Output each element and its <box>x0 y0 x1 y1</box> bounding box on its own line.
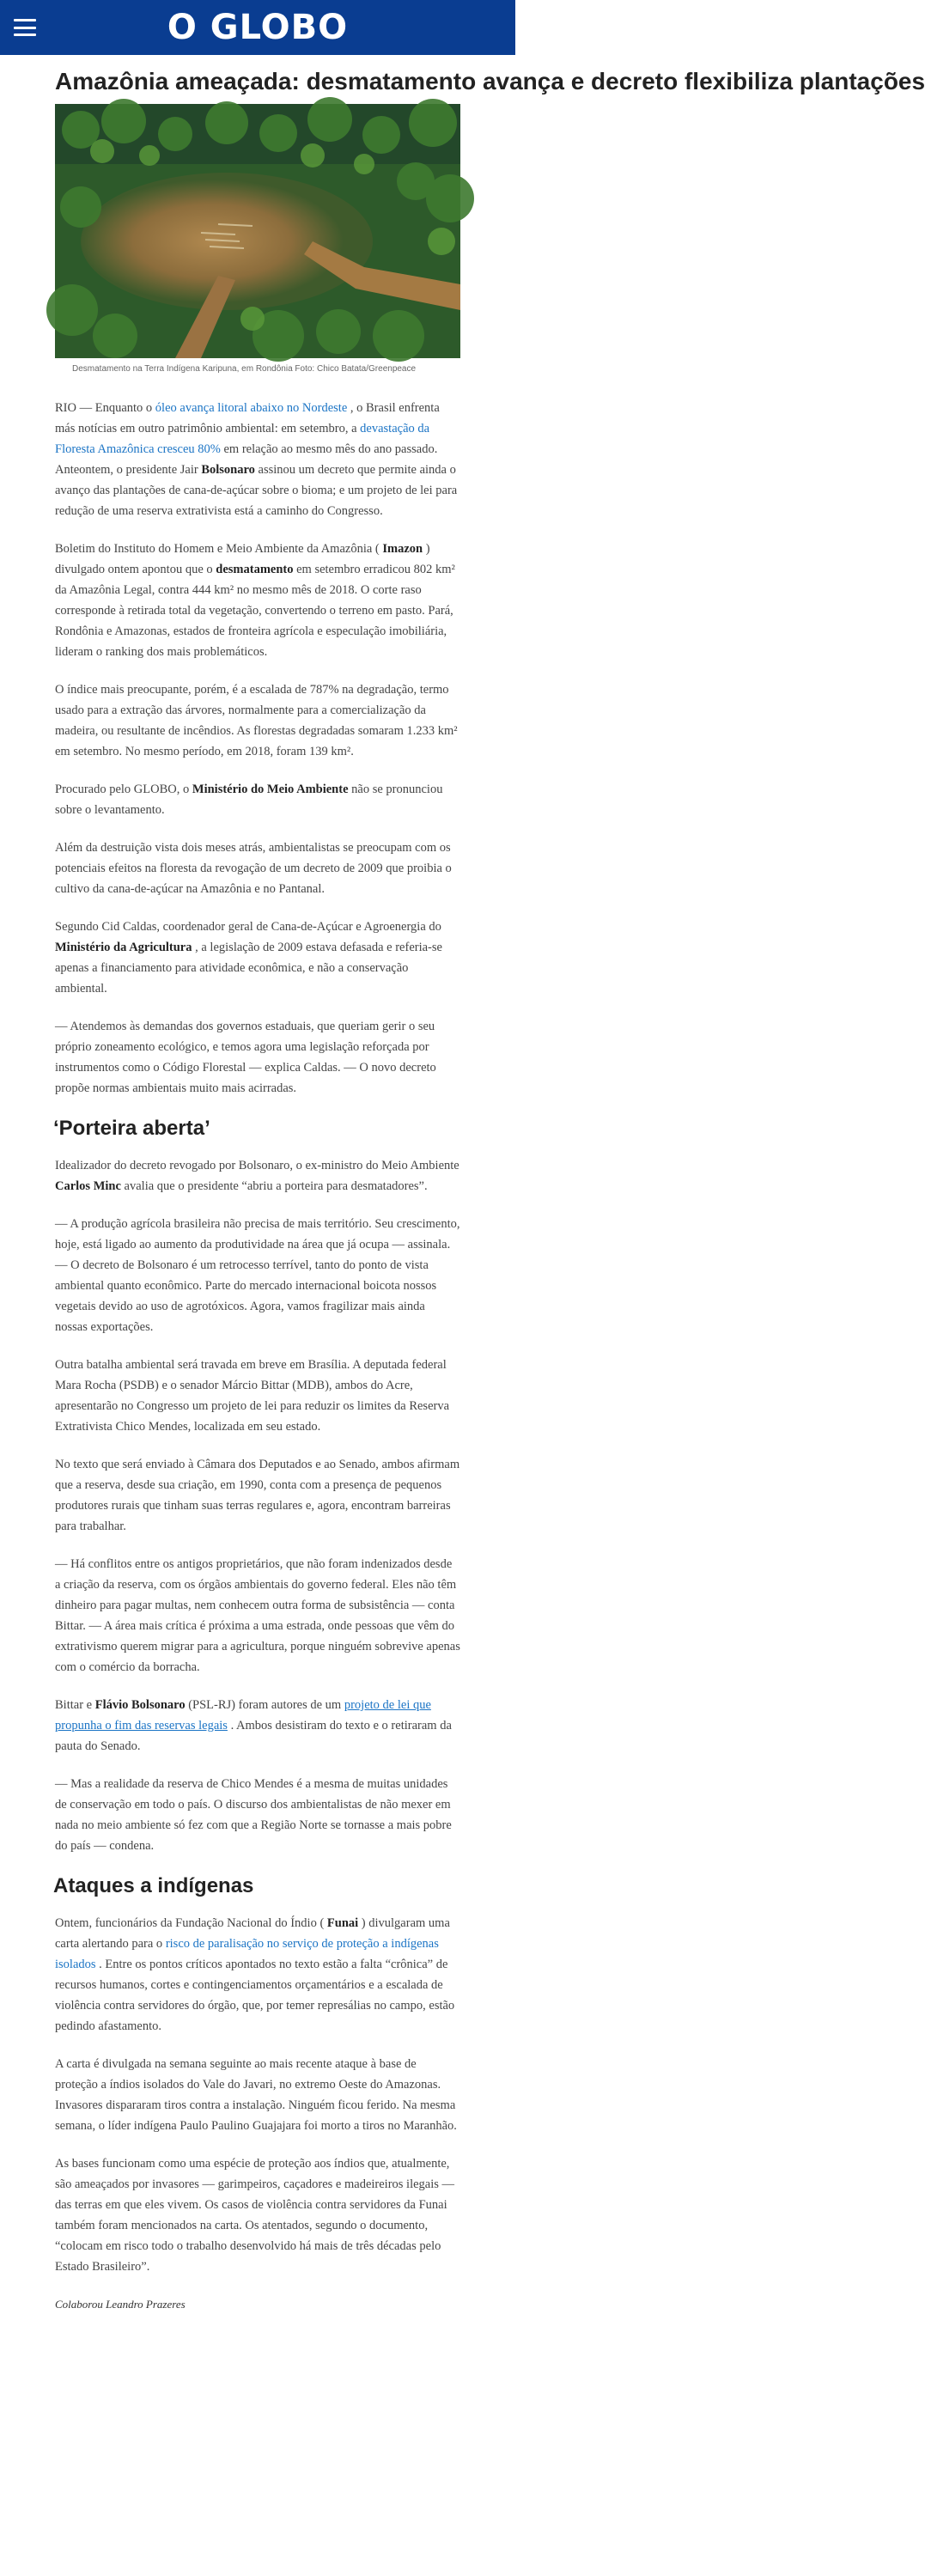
paragraph: — A produção agrícola brasileira não precisa de mais território. Seu crescimento, hoje, está ligado ao aumento da produtividade na área que já ocupa — assinala. — O decreto de Bolsonaro é um retrocesso terrível, tanto do ponto de vista ambiental quanto econômico. Parte do mercado internacional boicota nossos vegetais devido ao uso de agrotóxicos. Agora, vamos fragilizar mais ainda nossas exportações. <box>55 1217 460 1334</box>
text: . Entre os pontos críticos apontados no texto estão a falta “crônica” de recursos humanos, cortes e contingenciamentos orçamentários e a escalada de violência contra servidores do órgão, que, por temer represálias no campo, estão pedindo afastamento. <box>55 1958 455 2033</box>
paragraph: A carta é divulgada na semana seguinte ao mais recente ataque à base de proteção a índios isolados do Vale do Javari, no extremo Oeste do Amazonas. Invasores dispararam tiros contra a instalação. Ninguém ficou ferido. Na mesma semana, o líder indígena Paulo Paulino Guajajara foi morto a tiros no Maranhão. <box>55 2057 457 2133</box>
paragraph: As bases funcionam como uma espécie de proteção aos índios que, atualmente, são ameaçados por invasores — garimpeiros, caçadores e madeireiros ilegais — das terras em que eles vivem. Os casos de violência contra servidores da Funai também foram mencionados na carta. Os atentados, segundo o documento, “colocam em risco todo o trabalho desenvolvido há mais de três décadas pelo Estado Brasileiro”. <box>55 2157 455 2274</box>
text: assinou um decreto que permite ainda o avanço das plantações de cana-de-açúcar sobre o bioma; e um projeto de lei para redução de uma reserva extrativista está a caminho do Congresso. <box>55 463 458 518</box>
paragraph: Além da destruição vista dois meses atrás, ambientalistas se preocupam com os potenciais efeitos na floresta da revogação de um decreto de 2009 que proibia o cultivo da cana-de-açúcar na Amazônia e no Pantanal. <box>55 841 452 896</box>
paragraph <box>55 779 460 820</box>
site-logo[interactable]: O GLOBO <box>167 8 349 47</box>
text: em relação ao mesmo mês do ano passado. Anteontem, o presidente Jair <box>55 442 438 477</box>
tag-desmatamento: desmatamento <box>216 563 294 576</box>
paragraph: Outra batalha ambiental será travada em breve em Brasília. A deputada federal Mara Rocha (PSDB) e o senador Márcio Bittar (MDB), ambos do Acre, apresentarão no Congresso um projeto de lei para reduzir os limites da Reserva Extrativista Chico Mendes, localizada em seu estado. <box>55 1358 450 1434</box>
paragraph: No texto que será enviado à Câmara dos Deputados e ao Senado, ambos afirmam que a reserva, desde sua criação, em 1990, conta com a presença de pequenos produtores rurais que tinham suas terras regulares e, agora, encontram barreiras para trabalhar. <box>55 1458 460 1533</box>
article-body <box>0 374 460 2315</box>
text: Idealizador do decreto revogado por Bolsonaro, o ex-ministro do Meio Ambiente <box>55 1159 459 1172</box>
tag-funai: Funai <box>326 1916 359 1930</box>
text: avalia que o presidente “abriu a porteira para desmatadores”. <box>120 1179 428 1193</box>
tag-ministerio-agricultura: Ministério da Agricultura <box>55 941 192 954</box>
text: , o Brasil enfrenta más notícias em outro patrimônio ambiental: em setembro, a <box>55 401 440 435</box>
text: ) divulgaram uma carta alertando para o <box>55 1916 450 1951</box>
text: Ontem, funcionários da Fundação Nacional do Índio ( <box>55 1916 327 1930</box>
tag-carlos-minc: Carlos Minc <box>55 1179 121 1193</box>
link-oleo-nordeste[interactable]: óleo avança litoral abaixo no Nordeste <box>155 401 348 415</box>
tag-ministerio-meio-ambiente: Ministério do Meio Ambiente <box>192 783 349 796</box>
hamburger-line <box>14 27 36 29</box>
text: em setembro erradicou 802 km² da Amazônia Legal, contra 444 km² no mesmo mês de 2018. O corte raso corresponde à retirada total da vegetação, convertendo o terreno em pasto. Pará, Rondônia e Amazonas, estados de fronteira agrícola e especulação imobiliária, lideram o ranking dos mais problemáticos. <box>55 563 455 659</box>
link-projeto-de-lei[interactable]: projeto de lei que propunha o fim das reservas legais <box>55 1698 431 1733</box>
text: , a legislação de 2009 estava defasada e referia-se apenas a financiamento para atividade econômica, e não a conservação ambiental. <box>55 941 442 996</box>
paragraph <box>55 1155 460 1197</box>
hamburger-line <box>14 33 36 36</box>
hamburger-line <box>14 19 36 21</box>
paragraph <box>55 398 460 521</box>
paragraph <box>55 1695 460 1757</box>
article-headline: Amazônia ameaçada: desmatamento avança e decreto flexibiliza plantações <box>55 68 925 94</box>
text: não se pronunciou sobre o levantamento. <box>55 783 443 817</box>
hamburger-icon[interactable] <box>14 19 36 36</box>
article-photo <box>55 104 460 358</box>
paragraph: — Atendemos às demandas dos governos estaduais, que queriam gerir o seu próprio zoneamento ecológico, e temos agora uma legislação reforçada por instrumentos como o Código Florestal — explica Caldas. — O novo decreto propõe normas ambientais muito mais acirradas. <box>55 1020 436 1095</box>
tag-bolsonaro: Bolsonaro <box>201 463 255 477</box>
text: Bittar e <box>55 1698 95 1712</box>
text: (PSL-RJ) foram autores de um <box>185 1698 344 1712</box>
paragraph: O índice mais preocupante, porém, é a escalada de 787% na degradação, termo usado para a extração das árvores, normalmente para a comercialização da madeira, ou resultante de incêndios. As florestas degradadas somaram 1.233 km² em setembro. No mesmo período, em 2018, foram 139 km². <box>55 683 458 758</box>
paragraph <box>55 917 460 999</box>
link-risco-paralisacao[interactable]: risco de paralisação no serviço de proteção a indígenas isolados <box>55 1937 439 1971</box>
text: Segundo Cid Caldas, coordenador geral de Cana-de-Açúcar e Agroenergia do <box>55 920 441 934</box>
top-bar <box>0 0 515 55</box>
tag-flavio-bolsonaro: Flávio Bolsonaro <box>94 1698 186 1712</box>
tag-imazon: Imazon <box>382 542 423 556</box>
section-heading-porteira: ‘Porteira aberta’ <box>53 1117 210 1140</box>
section-heading-ataques: Ataques a indígenas <box>53 1874 254 1897</box>
text: Boletim do Instituto do Homem e Meio Ambiente da Amazônia ( <box>55 542 383 556</box>
photo-caption: Desmatamento na Terra Indígena Karipuna, em Rondônia Foto: Chico Batata/Greenpeace <box>72 364 417 374</box>
article-credit: Colaborou Leandro Prazeres <box>55 2298 186 2311</box>
text: Procurado pelo GLOBO, o <box>55 783 192 796</box>
paragraph <box>55 1913 460 2037</box>
paragraph <box>55 539 460 662</box>
paragraph: — Há conflitos entre os antigos proprietários, que não foram indenizados desde a criação da reserva, com os órgãos ambientais do governo federal. Eles não têm dinheiro para pagar multas, nem conhecem outra forma de subsistência — conta Bittar. — A área mais crítica é próxima a uma estrada, onde pessoas que vêm do extrativismo querem migrar para a agricultura, porque ninguém sobrevive apenas com o comércio da borracha. <box>55 1557 460 1674</box>
link-devastacao-floresta[interactable]: devastação da Floresta Amazônica cresceu 80% <box>55 422 430 456</box>
text: ) divulgado ontem apontou que o <box>55 542 430 576</box>
paragraph: — Mas a realidade da reserva de Chico Mendes é a mesma de muitas unidades de conservação em todo o país. O discurso dos ambientalistas de não mexer em nada no meio ambiente só fez com que a Região Norte se tornasse a mais pobre do país — condena. <box>55 1777 452 1853</box>
text: RIO — Enquanto o <box>55 401 155 415</box>
deforestation-photo <box>55 104 460 358</box>
text: . Ambos desistiram do texto e o retiraram da pauta do Senado. <box>55 1719 452 1753</box>
